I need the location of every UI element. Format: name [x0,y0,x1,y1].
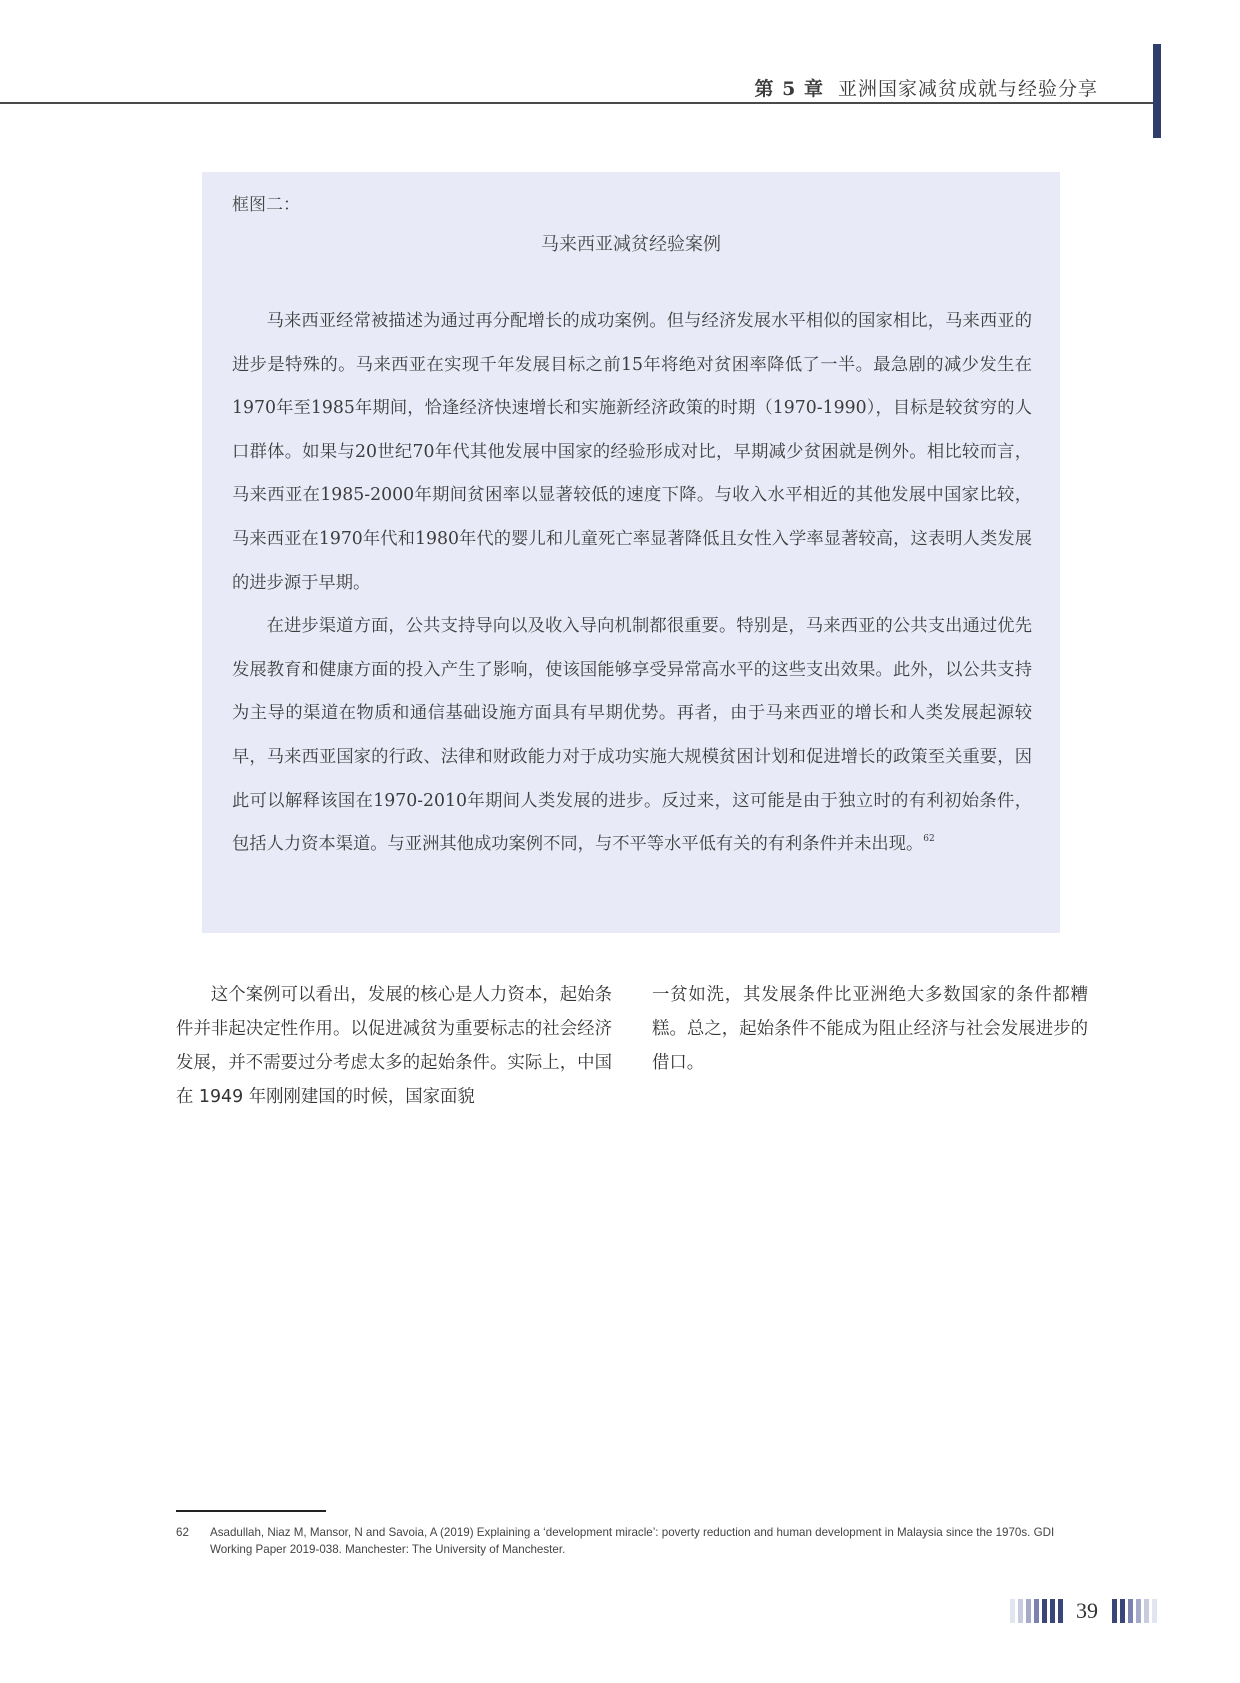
case-study-box [202,172,1060,933]
header-rule [0,102,1160,104]
page-bar [1018,1599,1023,1623]
page-bar [1144,1599,1149,1623]
page-bar [1010,1599,1015,1623]
box-paragraph-text: 在进步渠道方面，公共支持导向以及收入导向机制都很重要。特别是，马来西亚的公共支出通过优先发展教育和健康方面的投入产生了影响，使该国能够享受异常高水平的这些支出效果。此外，以公共支持为主导的渠道在物质和通信基础设施方面具有早期优势。再者，由于马来西亚的增长和人类发展起源较早，马来西亚国家的行政、法律和财政能力对于成功实施大规模贫困计划和促进增长的政策至关重要，因此可以解释该国在1970-2010年期间人类发展的进步。反过来，这可能是由于独立时的有利初始条件，包括人力资本渠道。与亚洲其他成功案例不同，与不平等水平低有关的有利条件并未出现。 [232,616,1032,855]
footnote-text: Asadullah, Niaz M, Mansor, N and Savoia, A (2019) Explaining a ‘development miracle’: poverty reduction and human development in Malaysia since the 1970s. GDI Working Paper 2019-038. Manchester: The University of Manchester. [210,1526,1055,1556]
chapter-title: 亚洲国家减贫成就与经验分享 [837,78,1098,100]
page-bar [1042,1599,1047,1623]
page-bar [1050,1599,1055,1623]
box-label: 框图二： [232,195,300,215]
footnote-number: 62 [176,1526,189,1539]
page-bar [1120,1599,1125,1623]
body-paragraph: 这个案例可以看出，发展的核心是人力资本，起始条件并非起决定性作用。以促进减贫为重要标志的社会经济发展，并不需要过分考虑太多的起始条件。实际上，中国在 1949 年刚刚建国的时候，国家面貌 [176,985,612,1107]
page-bar [1152,1599,1157,1623]
box-paragraph: 马来西亚经常被描述为通过再分配增长的成功案例。但与经济发展水平相似的国家相比，马来西亚的进步是特殊的。马来西亚在实现千年发展目标之前15年将绝对贫困率降低了一半。最急剧的减少发生在1970年至1985年期间，恰逢经济快速增长和实施新经济政策的时期（1970-1990），目标是较贫穷的人口群体。如果与20世纪70年代其他发展中国家的经验形成对比，早期减少贫困就是例外。相比较而言，马来西亚在1985-2000年期间贫困率以显著较低的速度下降。与收入水平相近的其他发展中国家比较，马来西亚在1970年代和1980年代的婴儿和儿童死亡率显著降低且女性入学率显著较高，这表明人类发展的进步源于早期。 [232,311,1032,593]
footnote-reference[interactable]: 62 [923,834,935,845]
box-body [232,300,1032,867]
page-bar [1026,1599,1031,1623]
footnote-rule [176,1510,326,1512]
box-title: 马来西亚减贫经验案例 [541,234,721,255]
body-column-left [176,978,612,1114]
body-paragraph-continued: 一贫如洗，其发展条件比亚洲绝大多数国家的条件都糟糕。总之，起始条件不能成为阻止经济与社会发展进步的借口。 [652,985,1088,1073]
page-bars-left [1010,1598,1066,1624]
box-paragraph [232,605,1032,867]
running-header [755,74,1098,101]
chapter-number: 第 5 章 [754,78,824,100]
header-accent-bar [1153,44,1161,138]
page-bar [1034,1599,1039,1623]
page-bar [1136,1599,1141,1623]
page-bar [1128,1599,1133,1623]
page-bar [1058,1599,1063,1623]
footnote [176,1524,1090,1558]
page-number-area [1010,1598,1160,1624]
page-bar [1112,1599,1117,1623]
body-column-right [652,978,1088,1114]
page-bars-right [1112,1598,1160,1624]
body-columns [176,978,1088,1114]
page-number: 39 [1076,1598,1098,1623]
